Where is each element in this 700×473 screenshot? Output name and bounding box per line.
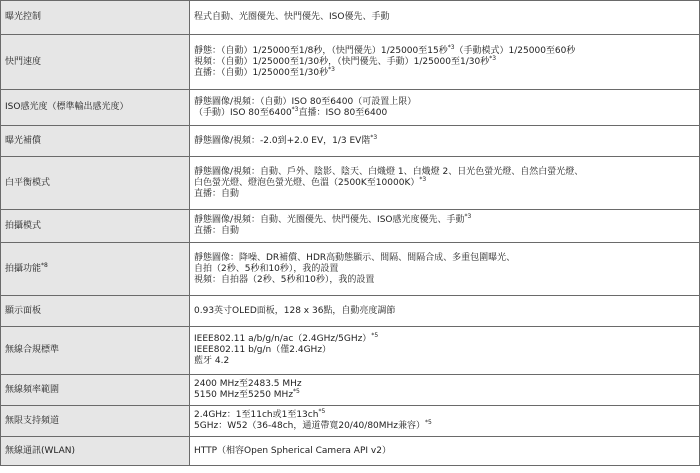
- footnote-marker: *3: [328, 65, 335, 73]
- spec-row: [1, 327, 700, 375]
- spec-label-cell: [1, 35, 190, 90]
- spec-value-line: [194, 390, 695, 401]
- footnote-marker: *5: [293, 388, 300, 395]
- spec-row: [1, 375, 700, 406]
- spec-label-cell: [1, 375, 190, 406]
- spec-value-text: 直播：自動: [194, 226, 240, 236]
- spec-label-cell: [1, 296, 190, 327]
- spec-label: 無線通訊(WLAN): [5, 445, 76, 456]
- footnote-marker: *8: [41, 261, 48, 269]
- spec-value-text: 直播：（自動）1/25000至1/30秒: [194, 67, 329, 78]
- spec-value-cell: [190, 90, 700, 126]
- spec-value-line: [194, 65, 695, 79]
- spec-row: [1, 296, 700, 327]
- spec-label-cell: [1, 90, 190, 126]
- spec-table-body: [1, 1, 700, 466]
- spec-value-line: [194, 226, 695, 237]
- spec-value-cell: [190, 375, 700, 406]
- spec-value-line: [194, 356, 695, 367]
- spec-value-text: 2.4GHz：1至11ch或1至13ch: [194, 410, 319, 420]
- spec-value-text: 0.93英寸OLED面板，128 x 36點，自動亮度調節: [194, 305, 396, 316]
- spec-label-cell: [1, 210, 190, 243]
- spec-label-cell: [1, 1, 190, 35]
- spec-label: 曝光補償: [5, 135, 42, 146]
- spec-label: 曝光控制: [5, 12, 42, 22]
- spec-value-cell: [190, 327, 700, 375]
- spec-value-text: 自拍（2秒、5秒和10秒），我的設置: [194, 263, 339, 274]
- spec-value-text: IEEE802.11 b/g/n（僅2.4GHz）: [194, 345, 332, 355]
- spec-value-text: 靜態圖像/視頻：-2.0到+2.0 EV，1/3 EV階: [194, 135, 371, 146]
- spec-label: 無線頻率範圍: [5, 384, 60, 395]
- spec-value-line: [194, 12, 695, 23]
- spec-value-line: [194, 189, 695, 200]
- spec-value-text: （手動）ISO 80至6400: [194, 107, 292, 118]
- spec-label-cell: [1, 157, 190, 210]
- spec-label-cell: [1, 126, 190, 157]
- spec-label: 無線合規標準: [5, 345, 60, 355]
- footnote-marker: *5: [425, 419, 432, 426]
- spec-value-text: 白色螢光燈、燈泡色螢光燈、色溫（2500K至10000K）: [194, 177, 420, 188]
- footnote-marker: *3: [291, 105, 299, 113]
- spec-value-text: HTTP（相容Open Spherical Camera API v2）: [194, 445, 391, 456]
- spec-row: [1, 437, 700, 466]
- spec-row: [1, 35, 700, 90]
- spec-label-cell: [1, 406, 190, 437]
- spec-value-line: [194, 410, 695, 421]
- spec-label: 無限支持頻道: [5, 415, 60, 426]
- spec-value-line: [194, 133, 695, 147]
- spec-label: 白平衡模式: [5, 177, 51, 188]
- spec-label-cell: [1, 243, 190, 296]
- spec-value-cell: [190, 1, 700, 35]
- footnote-marker: *3: [447, 43, 455, 51]
- footnote-marker: *3: [370, 133, 378, 141]
- spec-value-line: [194, 446, 695, 457]
- spec-value-text: 直播：自動: [194, 188, 240, 199]
- spec-value-cell: [190, 126, 700, 157]
- spec-label: 拍攝模式: [5, 220, 42, 231]
- spec-value-cell: [190, 35, 700, 90]
- spec-value-line: [194, 43, 695, 57]
- spec-row: [1, 157, 700, 210]
- spec-label: ISO感光度（標準輸出感光度）: [5, 102, 129, 112]
- spec-value-text-tail: 直播：ISO 80至6400: [298, 107, 388, 118]
- footnote-marker: *3: [464, 213, 472, 220]
- footnote-marker: *5: [318, 408, 326, 415]
- spec-value-line: [194, 215, 695, 226]
- spec-label: 顯示面板: [5, 305, 42, 316]
- spec-value-cell: [190, 243, 700, 296]
- spec-value-text: 靜態圖像：降噪、DR補償、HDR高動態顯示、間隔、間隔合成、多重包圍曝光、: [194, 252, 516, 263]
- spec-value-cell: [190, 296, 700, 327]
- footnote-marker: *3: [419, 175, 427, 183]
- spec-value-text: 靜態圖像/視頻：自動、光圈優先、快門優先、ISO感光度優先、手動: [194, 215, 465, 225]
- spec-value-line: [194, 306, 695, 317]
- spec-value-line: [194, 275, 695, 286]
- spec-row: [1, 90, 700, 126]
- spec-label-cell: [1, 327, 190, 375]
- spec-row: [1, 1, 700, 35]
- spec-value-text: 藍牙 4.2: [194, 356, 230, 366]
- spec-row: [1, 243, 700, 296]
- spec-value-line: [194, 345, 695, 356]
- spec-value-line: [194, 105, 695, 119]
- spec-value-cell: [190, 406, 700, 437]
- spec-value-text: 程式自動、光圈優先、快門優先、ISO優先、手動: [194, 12, 390, 22]
- spec-value-line: [194, 421, 695, 432]
- spec-value-text: IEEE802.11 a/b/g/n/ac（2.4GHz/5GHz）: [194, 334, 372, 344]
- spec-value-text: 視頻：（自動）1/25000至1/30秒，（快門優先、手動）1/25000至1/30秒: [194, 56, 490, 67]
- spec-value-text: 2400 MHz至2483.5 MHz: [194, 379, 302, 389]
- spec-label: 拍攝功能: [5, 263, 42, 274]
- spec-label: 快門速度: [5, 56, 42, 67]
- spec-row: [1, 406, 700, 437]
- spec-value-text: 5GHz：W52（36-48ch，通道帶寬20/40/80MHz兼容）: [194, 421, 426, 431]
- spec-value-text: 靜態圖像/視頻：（自動）ISO 80至6400（可設置上限）: [194, 96, 417, 107]
- spec-value-line: [194, 334, 695, 345]
- spec-value-line: [194, 97, 695, 108]
- spec-value-cell: [190, 210, 700, 243]
- spec-value-line: [194, 175, 695, 189]
- spec-value-text: 靜態圖像/視頻：自動、戶外、陰影、陰天、白熾燈 1、白熾燈 2、日光色螢光燈、自然白螢光燈、: [194, 166, 584, 177]
- spec-row: [1, 210, 700, 243]
- spec-value-text: 視頻：自拍器（2秒、5秒和10秒），我的設置: [194, 274, 375, 285]
- spec-row: [1, 126, 700, 157]
- spec-value-line: [194, 54, 695, 68]
- footnote-marker: *3: [489, 54, 497, 62]
- spec-value-line: [194, 379, 695, 390]
- spec-value-text: 5150 MHz至5250 MHz: [194, 390, 294, 400]
- spec-value-cell: [190, 157, 700, 210]
- spec-value-text-tail: （手動模式）1/25000至60秒: [454, 45, 576, 56]
- footnote-marker: *5: [371, 332, 379, 339]
- spec-label-cell: [1, 437, 190, 466]
- spec-value-cell: [190, 437, 700, 466]
- spec-value-line: [194, 264, 695, 275]
- spec-value-text: 靜態：（自動）1/25000至1/8秒，（快門優先）1/25000至15秒: [194, 45, 448, 56]
- spec-value-line: [194, 253, 695, 264]
- spec-value-line: [194, 167, 695, 178]
